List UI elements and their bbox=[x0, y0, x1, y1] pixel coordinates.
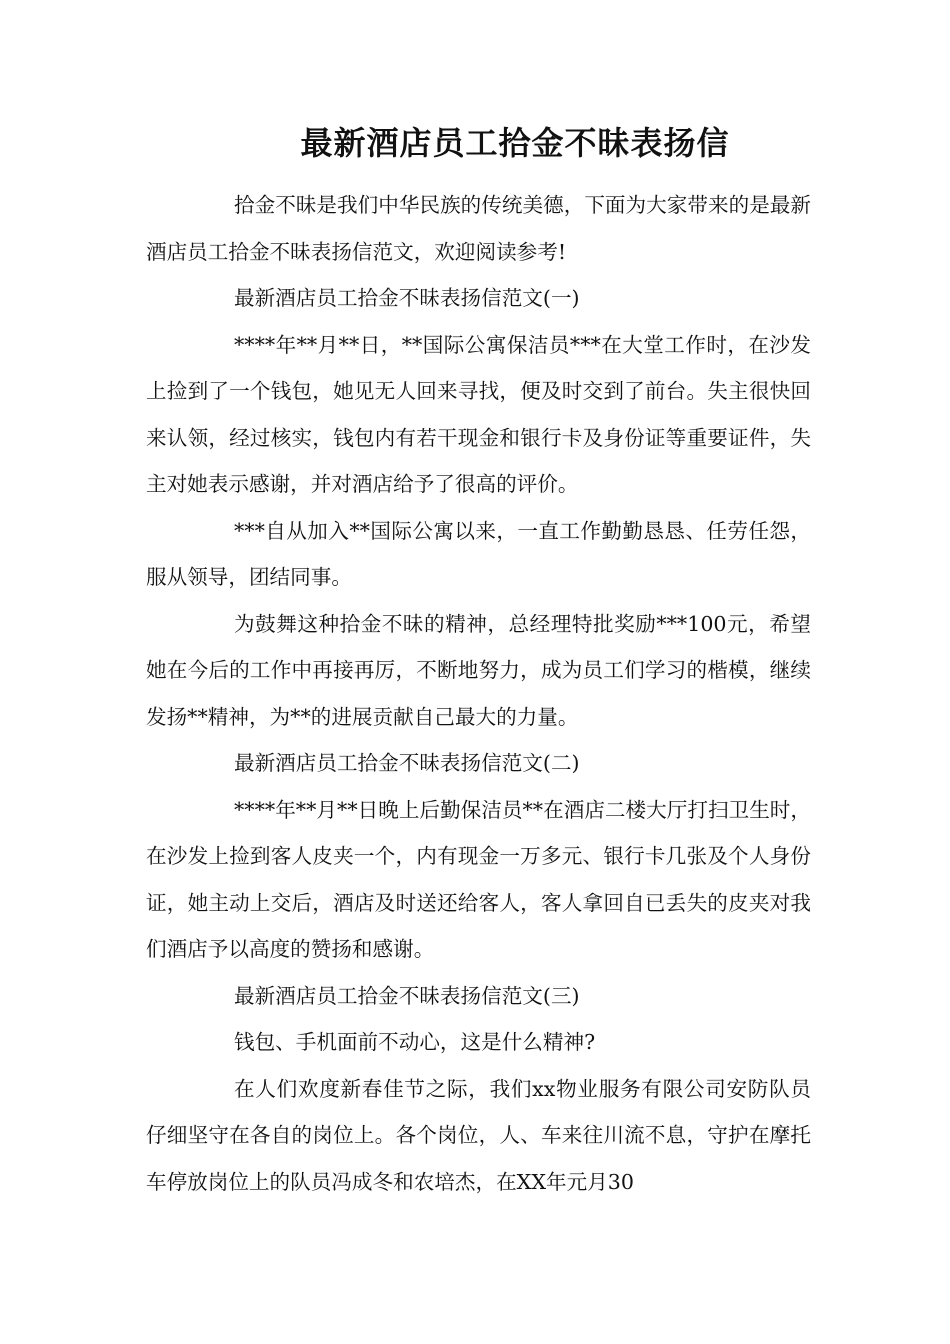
document-body bbox=[146, 182, 811, 1205]
heading-sample-1: 最新酒店员工拾金不昧表扬信范文(一) bbox=[234, 286, 580, 310]
paragraph-sample-2-event: ****年**月**日晚上后勤保洁员**在酒店二楼大厅打扫卫生时，在沙发上捡到客人皮夹一个，内有现金一万多元、银行卡几张及个人身份证，她主动上交后，酒店及时送还给客人，客人拿回自已丢失的皮夹对我们酒店予以高度的赞扬和感谢。 bbox=[146, 797, 811, 961]
paragraph-intro: 拾金不昧是我们中华民族的传统美德，下面为大家带来的是最新酒店员工拾金不昧表扬信范文，欢迎阅读参考! bbox=[146, 193, 811, 264]
paragraph-sample-1-event: ****年**月**日，**国际公寓保洁员***在大堂工作时，在沙发上捡到了一个钱包，她见无人回来寻找，便及时交到了前台。失主很快回来认领，经过核实，钱包内有若干现金和银行卡及身份证等重要证件，失主对她表示感谢，并对酒店给予了很高的评价。 bbox=[146, 332, 811, 496]
heading-sample-2: 最新酒店员工拾金不昧表扬信范文(二) bbox=[234, 751, 580, 775]
paragraph-sample-3-question: 钱包、手机面前不动心，这是什么精神? bbox=[234, 1030, 596, 1054]
paragraph-sample-3-event: 在人们欢度新春佳节之际，我们xx物业服务有限公司安防队员仔细坚守在各自的岗位上。各个岗位，人、车来往川流不息，守护在摩托车停放岗位上的队员冯成冬和农培杰，在XX年元月30 bbox=[146, 1076, 811, 1194]
heading-sample-3: 最新酒店员工拾金不昧表扬信范文(三) bbox=[234, 983, 580, 1008]
paragraph-sample-1-reward: 为鼓舞这种拾金不昧的精神，总经理特批奖励***100元，希望她在今后的工作中再接再厉，不断地努力，成为员工们学习的楷模，继续发扬**精神，为**的进展贡献自己最大的力量。 bbox=[146, 611, 811, 729]
document-title: 最新酒店员工拾金不昧表扬信 bbox=[300, 124, 730, 162]
paragraph-sample-1-character: ***自从加入**国际公寓以来，一直工作勤勤恳恳、任劳任怨，服从领导，团结同事。 bbox=[146, 518, 811, 589]
